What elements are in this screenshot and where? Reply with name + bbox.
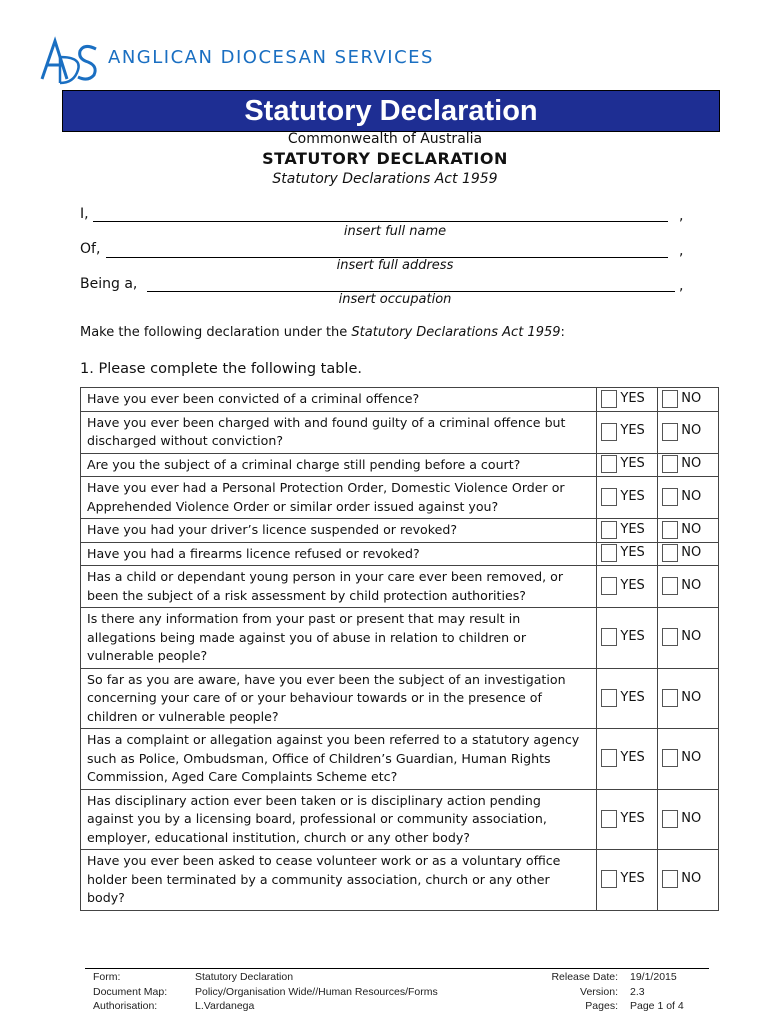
yes-checkbox[interactable]	[601, 488, 617, 506]
name-label: I,	[80, 206, 89, 222]
no-option[interactable]	[658, 453, 719, 477]
footer-version-label: Version:	[580, 985, 618, 998]
act-reference: Statutory Declarations Act 1959	[272, 171, 498, 187]
yes-option[interactable]	[597, 608, 658, 669]
footer-pages-label: Pages:	[585, 1000, 618, 1012]
yes-label: YES	[620, 577, 645, 593]
no-option[interactable]	[658, 729, 719, 790]
question-row	[81, 850, 719, 911]
footer-release-value: 19/1/2015	[630, 971, 677, 983]
footer-values	[195, 970, 438, 1014]
yes-checkbox[interactable]	[601, 577, 617, 595]
question-row	[81, 453, 719, 477]
yes-label: YES	[620, 871, 645, 887]
no-label: NO	[681, 456, 702, 472]
address-comma: ,	[679, 243, 684, 259]
question-text: Have you ever been charged with and found guilty of a criminal offence but discharged without conviction?	[81, 411, 597, 453]
footer-labels	[93, 970, 167, 1014]
no-label: NO	[681, 423, 702, 439]
question-text: Have you ever had a Personal Protection Order, Domestic Violence Order or Apprehended Violence Order or similar order issued against you?	[81, 477, 597, 519]
declaration-intro	[80, 325, 565, 340]
no-option[interactable]	[658, 411, 719, 453]
yes-label: YES	[620, 629, 645, 645]
no-label: NO	[681, 521, 702, 537]
address-label: Of,	[80, 241, 101, 257]
yes-checkbox[interactable]	[601, 390, 617, 408]
yes-label: YES	[620, 456, 645, 472]
occupation-label: Being a,	[80, 276, 138, 292]
occupation-hint: insert occupation	[338, 292, 452, 307]
name-comma: ,	[679, 208, 684, 224]
yes-checkbox[interactable]	[601, 689, 617, 707]
question-row	[81, 566, 719, 608]
yes-option[interactable]	[597, 519, 658, 543]
no-label: NO	[681, 629, 702, 645]
yes-option[interactable]	[597, 729, 658, 790]
footer-auth-label: Authorisation:	[93, 1000, 158, 1012]
question-text: Has a complaint or allegation against you been referred to a statutory agency such as Police, Ombudsman, Office of Children’s Guardian, Human Rights Commission, Aged Care Complaints Scheme etc?	[81, 729, 597, 790]
no-option[interactable]	[658, 850, 719, 911]
full-address-hint: insert full address	[336, 258, 454, 273]
yes-checkbox[interactable]	[601, 455, 617, 473]
yes-label: YES	[620, 521, 645, 537]
footer-meta-values	[630, 970, 684, 1014]
question-row	[81, 608, 719, 669]
no-label: NO	[681, 750, 702, 766]
jurisdiction-line: Commonwealth of Australia	[287, 131, 483, 147]
footer-pages-value: Page 1 of 4	[630, 1000, 684, 1012]
no-label: NO	[681, 689, 702, 705]
footer-version-value: 2.3	[630, 985, 645, 998]
yes-label: YES	[620, 810, 645, 826]
no-option[interactable]	[658, 668, 719, 729]
intro-act: Statutory Declarations Act 1959	[351, 325, 561, 340]
yes-option[interactable]	[597, 566, 658, 608]
yes-checkbox[interactable]	[601, 544, 617, 562]
organisation-logo	[38, 35, 508, 85]
no-checkbox[interactable]	[662, 749, 678, 767]
yes-label: YES	[620, 423, 645, 439]
questions-table	[80, 387, 719, 911]
section-heading: 1. Please complete the following table.	[80, 361, 362, 377]
no-checkbox[interactable]	[662, 577, 678, 595]
footer-auth-value: L.Vardanega	[195, 1000, 255, 1012]
no-checkbox[interactable]	[662, 423, 678, 441]
question-text: Has disciplinary action ever been taken or is disciplinary action pending against you by a licensing board, professional or community association, employer, educational institution, church or any other body?	[81, 789, 597, 850]
yes-checkbox[interactable]	[601, 628, 617, 646]
no-checkbox[interactable]	[662, 390, 678, 408]
no-checkbox[interactable]	[662, 689, 678, 707]
no-option[interactable]	[658, 519, 719, 543]
no-checkbox[interactable]	[662, 455, 678, 473]
yes-label: YES	[620, 488, 645, 504]
question-text: Have you had your driver’s licence suspended or revoked?	[81, 519, 597, 543]
no-label: NO	[681, 810, 702, 826]
no-label: NO	[681, 545, 702, 561]
no-checkbox[interactable]	[662, 628, 678, 646]
no-checkbox[interactable]	[662, 521, 678, 539]
page-title: Statutory Declaration	[62, 90, 720, 132]
yes-option[interactable]	[597, 388, 658, 412]
yes-option[interactable]	[597, 668, 658, 729]
no-checkbox[interactable]	[662, 810, 678, 828]
intro-prefix: Make the following declaration under the	[80, 325, 352, 340]
yes-option[interactable]	[597, 789, 658, 850]
no-label: NO	[681, 488, 702, 504]
footer-map-value: Policy/Organisation Wide//Human Resources/Forms	[195, 985, 438, 998]
intro-suffix: :	[560, 325, 565, 340]
footer-form-label: Form:	[93, 971, 121, 983]
question-text: Have you ever been asked to cease volunteer work or as a voluntary office holder been terminated by a community association, church or any other body?	[81, 850, 597, 911]
yes-checkbox[interactable]	[601, 423, 617, 441]
no-label: NO	[681, 577, 702, 593]
yes-label: YES	[620, 689, 645, 705]
question-text: Have you had a firearms licence refused or revoked?	[81, 542, 597, 566]
footer-divider	[85, 968, 709, 969]
no-option[interactable]	[658, 566, 719, 608]
question-text: Has a child or dependant young person in your care ever been removed, or been the subject of a risk assessment by child protection authorities?	[81, 566, 597, 608]
question-row	[81, 519, 719, 543]
footer-map-label: Document Map:	[93, 985, 168, 998]
question-text: Is there any information from your past or present that may result in allegations being made against you of abuse in relation to children or vulnerable people?	[81, 608, 597, 669]
question-row	[81, 668, 719, 729]
no-option[interactable]	[658, 388, 719, 412]
yes-option[interactable]	[597, 850, 658, 911]
yes-checkbox[interactable]	[601, 521, 617, 539]
footer-form-value: Statutory Declaration	[195, 971, 294, 983]
no-checkbox[interactable]	[662, 488, 678, 506]
footer-meta-labels	[520, 970, 618, 1014]
question-row	[81, 388, 719, 412]
no-option[interactable]	[658, 542, 719, 566]
question-row	[81, 477, 719, 519]
question-text: Have you ever been convicted of a criminal offence?	[81, 388, 597, 412]
yes-option[interactable]	[597, 411, 658, 453]
yes-option[interactable]	[597, 542, 658, 566]
no-checkbox[interactable]	[662, 870, 678, 888]
full-name-hint: insert full name	[343, 224, 447, 239]
no-label: NO	[681, 390, 702, 406]
no-checkbox[interactable]	[662, 544, 678, 562]
organisation-name: ANGLICAN DIOCESAN SERVICES	[108, 47, 434, 68]
yes-label: YES	[620, 390, 645, 406]
question-row	[81, 729, 719, 790]
ads-logo-icon	[38, 35, 100, 85]
yes-option[interactable]	[597, 453, 658, 477]
declaration-heading: STATUTORY DECLARATION	[262, 149, 508, 168]
yes-label: YES	[620, 750, 645, 766]
no-option[interactable]	[658, 608, 719, 669]
question-row	[81, 411, 719, 453]
question-row	[81, 542, 719, 566]
no-option[interactable]	[658, 477, 719, 519]
question-text: So far as you are aware, have you ever been the subject of an investigation concerning your care of or your behaviour towards or in the presence of children or vulnerable people?	[81, 668, 597, 729]
no-label: NO	[681, 871, 702, 887]
yes-checkbox[interactable]	[601, 810, 617, 828]
full-name-field[interactable]	[93, 221, 668, 222]
yes-label: YES	[620, 545, 645, 561]
no-option[interactable]	[658, 789, 719, 850]
question-row	[81, 789, 719, 850]
yes-option[interactable]	[597, 477, 658, 519]
yes-checkbox[interactable]	[601, 749, 617, 767]
yes-checkbox[interactable]	[601, 870, 617, 888]
question-text: Are you the subject of a criminal charge still pending before a court?	[81, 453, 597, 477]
footer-release-label: Release Date:	[551, 971, 618, 983]
occupation-comma: ,	[679, 278, 684, 294]
